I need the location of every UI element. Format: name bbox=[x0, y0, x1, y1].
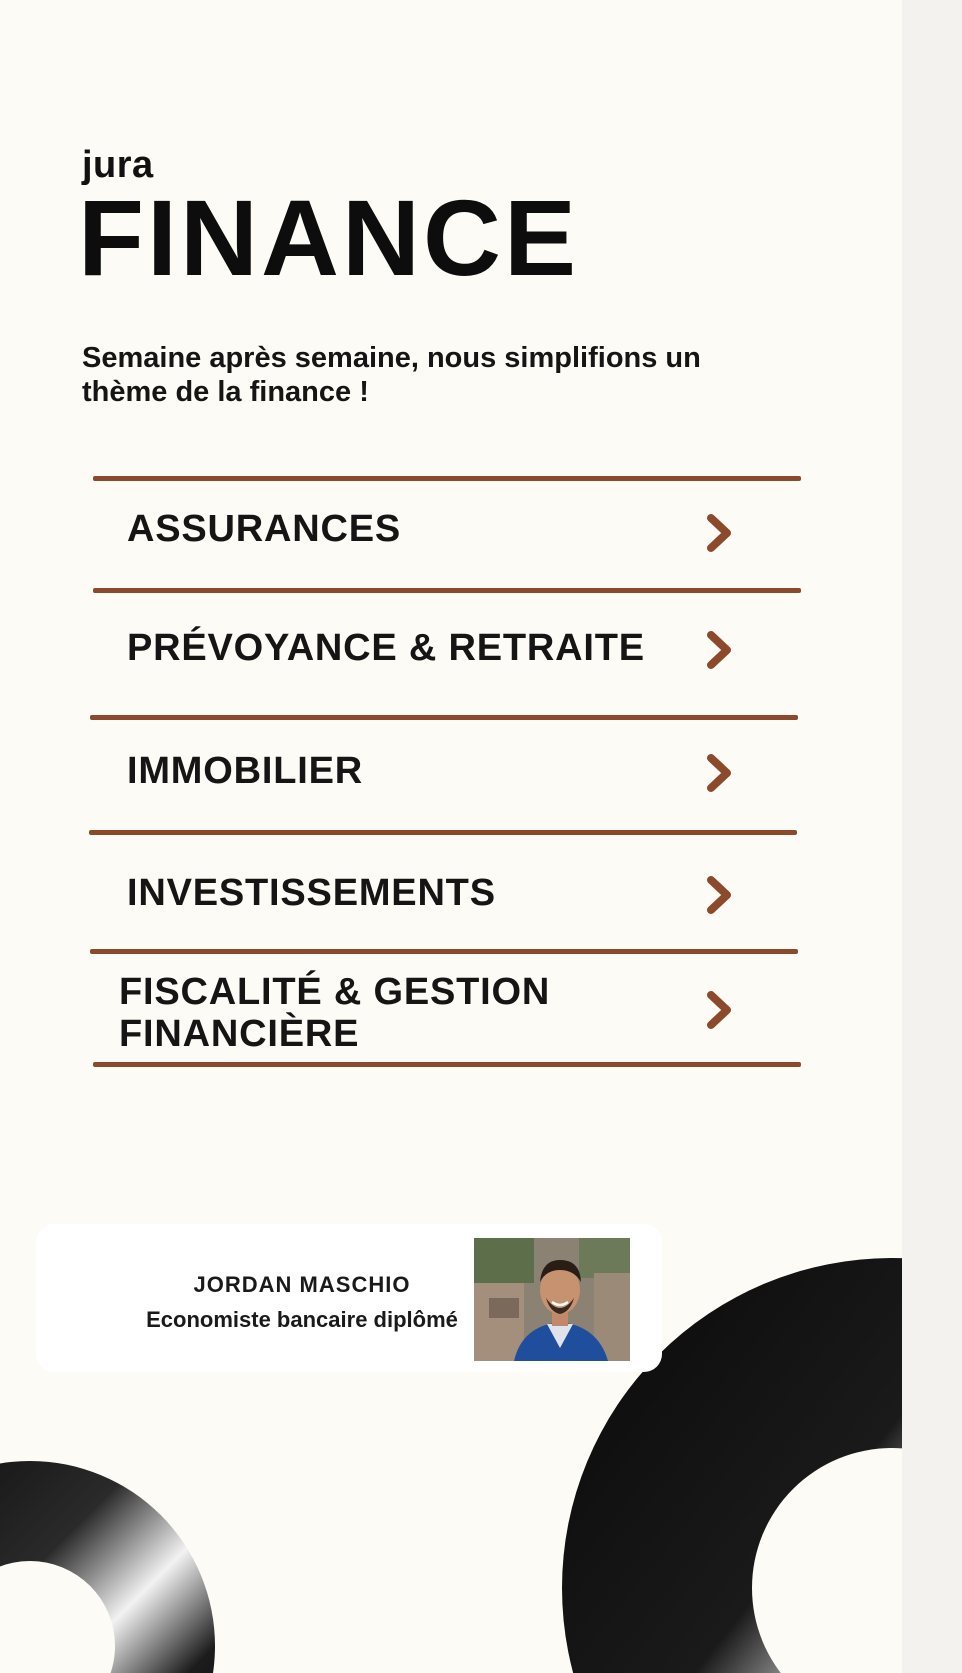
menu-item-label-line-2: FINANCIÈRE bbox=[119, 1013, 360, 1055]
chevron-right-icon bbox=[702, 511, 736, 555]
chevron-right-icon bbox=[702, 751, 736, 795]
menu-item-label: IMMOBILIER bbox=[127, 750, 363, 792]
menu-item-immobilier[interactable] bbox=[92, 720, 800, 830]
chevron-right-icon bbox=[702, 988, 736, 1032]
menu-item-fiscalite-gestion[interactable] bbox=[92, 954, 800, 1062]
tagline bbox=[82, 341, 782, 409]
menu-item-assurances[interactable] bbox=[92, 481, 800, 588]
menu-item-label: ASSURANCES bbox=[127, 508, 402, 550]
chevron-right-icon bbox=[702, 628, 736, 672]
menu-item-investissements[interactable] bbox=[92, 835, 800, 949]
menu-item-prevoyance-retraite[interactable] bbox=[92, 593, 800, 715]
tagline-line-1: Semaine après semaine, nous simplifions un bbox=[82, 342, 701, 374]
author-title: Economiste bancaire diplômé bbox=[146, 1307, 458, 1332]
chevron-right-icon bbox=[702, 873, 736, 917]
menu-divider-6 bbox=[93, 1062, 801, 1067]
author-avatar bbox=[474, 1238, 630, 1361]
author-name: JORDAN MASCHIO bbox=[193, 1272, 411, 1297]
menu-item-label: PRÉVOYANCE & RETRAITE bbox=[127, 627, 645, 669]
right-edge-strip bbox=[902, 0, 962, 1673]
brand-small-text: jura bbox=[82, 144, 154, 186]
menu-item-label-line-1: FISCALITÉ & GESTION bbox=[119, 971, 551, 1013]
decorative-ring-left bbox=[0, 1396, 220, 1673]
menu-item-label: INVESTISSEMENTS bbox=[127, 872, 496, 914]
tagline-line-2: thème de la finance ! bbox=[82, 376, 369, 408]
brand-large-text: FINANCE bbox=[78, 177, 579, 298]
